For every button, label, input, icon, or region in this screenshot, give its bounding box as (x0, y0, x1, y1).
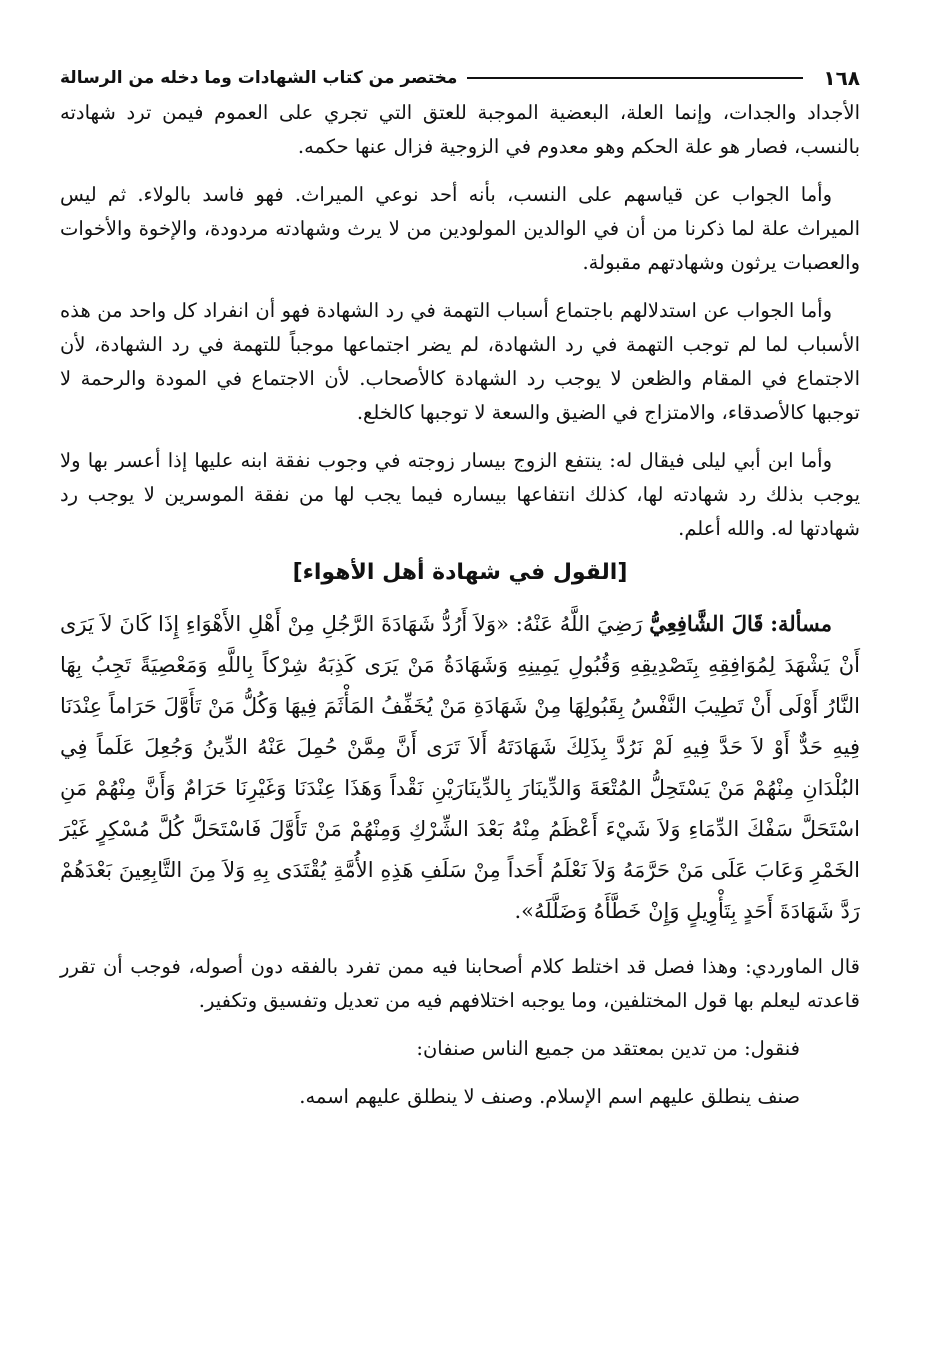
book-page (60, 60, 860, 1128)
imam-name: قَالَ الشَّافِعِيُّ (649, 611, 764, 636)
masala-quote (60, 603, 860, 932)
masala-label: مسألة: (770, 611, 832, 636)
header-rule (467, 77, 803, 79)
commentary-paragraph-3: صنف ينطلق عليهم اسم الإسلام. وصنف لا ينطلق عليهم اسمه. (299, 1085, 800, 1108)
body-paragraph-3: وأما الجواب عن استدلالهم باجتماع أسباب التهمة في رد الشهادة فهو أن انفراد كل واحد من هذه الأسباب لما لم توجب التهمة في رد الشهادة، لم يضر اجتماعها موجباً للتهمة في رد الشهادة، لأن الاجتماع في المقام والظعن لا يوجب رد الشهادة كالأصحاب. لأن الاجتماع في المودة والرحمة لا توجبها كالأصدقاء، والامتزاج في الضيق والسعة لا توجبها كالخلع. (60, 299, 860, 424)
body-paragraph-1: الأجداد والجدات، وإنما العلة، البعضية الموجبة للعتق التي تجري على العموم فيمن ترد شهادته بالنسب، فصار هو علة الحكم وهو معدوم في الزوجية فزال عنها حكمه. (60, 101, 860, 158)
section-heading: [القول في شهادة أهل الأهواء] (292, 560, 628, 585)
commentary-paragraph-2: فنقول: من تدين بمعتقد من جميع الناس صنفان: (416, 1037, 800, 1060)
running-header (60, 60, 860, 96)
book-title: مختصر من كتاب الشهادات وما دخله من الرسالة (60, 68, 458, 88)
body-paragraph-4: وأما ابن أبي ليلى فيقال له: ينتفع الزوج بيسار زوجته في وجوب نفقة ابنه عليها إذا أعسر بها ولا يوجب بذلك رد شهادته لها، كذلك انتفاعها بيساره فيما يجب لها من نفقة الموسرين لا يوجب رد شهادتها له. والله أعلم. (60, 449, 860, 540)
commentary-paragraph-1: قال الماوردي: وهذا فصل قد اختلط كلام أصحابنا فيه ممن تفرد بالفقه دون أصوله، فوجب أن تقرر قاعدته ليعلم بها قول المختلفين، وما يوجبه اختلافهم فيه من تعديل وتفسيق وتكفير. (60, 955, 860, 1012)
page-number: ١٦٨ (823, 66, 860, 90)
masala-text: رَضِيَ اللَّهُ عَنْهُ: «وَلاَ أَرُدُّ شَهَادَةَ الرَّجُلِ مِنْ أَهْلِ الأَهْوَاءِ إِذَا كَانَ لاَ يَرَى أَنْ يَشْهَدَ لِمُوَافِقِهِ بِتَصْدِيقِهِ وَقُبُولِ يَمِينِهِ وَشَهَادَةُ مَنْ يَرَى كَذِبَهُ شِرْكاً بِاللَّهِ وَمَعْصِيَةً تَجِبُ بِهَا النَّارُ أَوْلَى أَنْ تَطِيبَ النَّفْسُ بِقَبُولِهَا مِنْ شَهَادَةِ مَنْ يُخَفِّفُ المَأْثَمَ فِيهَا وَكُلُّ مَنْ تَأَوَّلَ حَرَاماً عِنْدَنَا فِيهِ حَدٌّ أَوْ لاَ حَدَّ فِيهِ لَمْ نَرُدَّ بِذَلِكَ شَهَادَتَهُ أَلاَ تَرَى أَنَّ مِمَّنْ حُمِلَ عَنْهُ الدِّينُ وَجُعِلَ عَلَماً فِي البُلْدَانِ مِنْهُمْ مَنْ يَسْتَحِلُّ المُتْعَةَ وَالدِّينَارَ بِالدِّينَارَيْنِ نَقْداً وَهَذَا عِنْدَنَا وَغَيْرِنَا حَرَامٌ وَأَنَّ مِنْهُمْ مَنِ اسْتَحَلَّ سَفْكَ الدِّمَاءِ وَلاَ شَيْءَ أَعْظَمُ مِنْهُ بَعْدَ الشِّرْكِ وَمِنْهُمْ مَنْ تَأَوَّلَ فَاسْتَحَلَّ كُلَّ مُسْكِرٍ غَيْرَ الخَمْرِ وَعَابَ عَلَى مَنْ حَرَّمَهُ وَلاَ نَعْلَمُ أَحَداً مِنْ سَلَفِ هَذِهِ الأُمَّةِ يُقْتَدَى بِهِ وَلاَ مِنَ التَّابِعِينَ بَعْدَهُمْ رَدَّ شَهَادَةَ أَحَدٍ بِتَأْوِيلٍ وَإِنْ خَطَّأَهُ وَضَلَّلَهُ». (60, 612, 860, 923)
body-paragraph-2: وأما الجواب عن قياسهم على النسب، بأنه أحد نوعي الميراث. فهو فاسد بالولاء. ثم ليس الميراث علة لما ذكرنا من أن في الوالدين المولودين من لا يرث وشهادته مردودة، والإخوة والأخوات والعصبات يرثون وشهادتهم مقبولة. (60, 183, 860, 274)
